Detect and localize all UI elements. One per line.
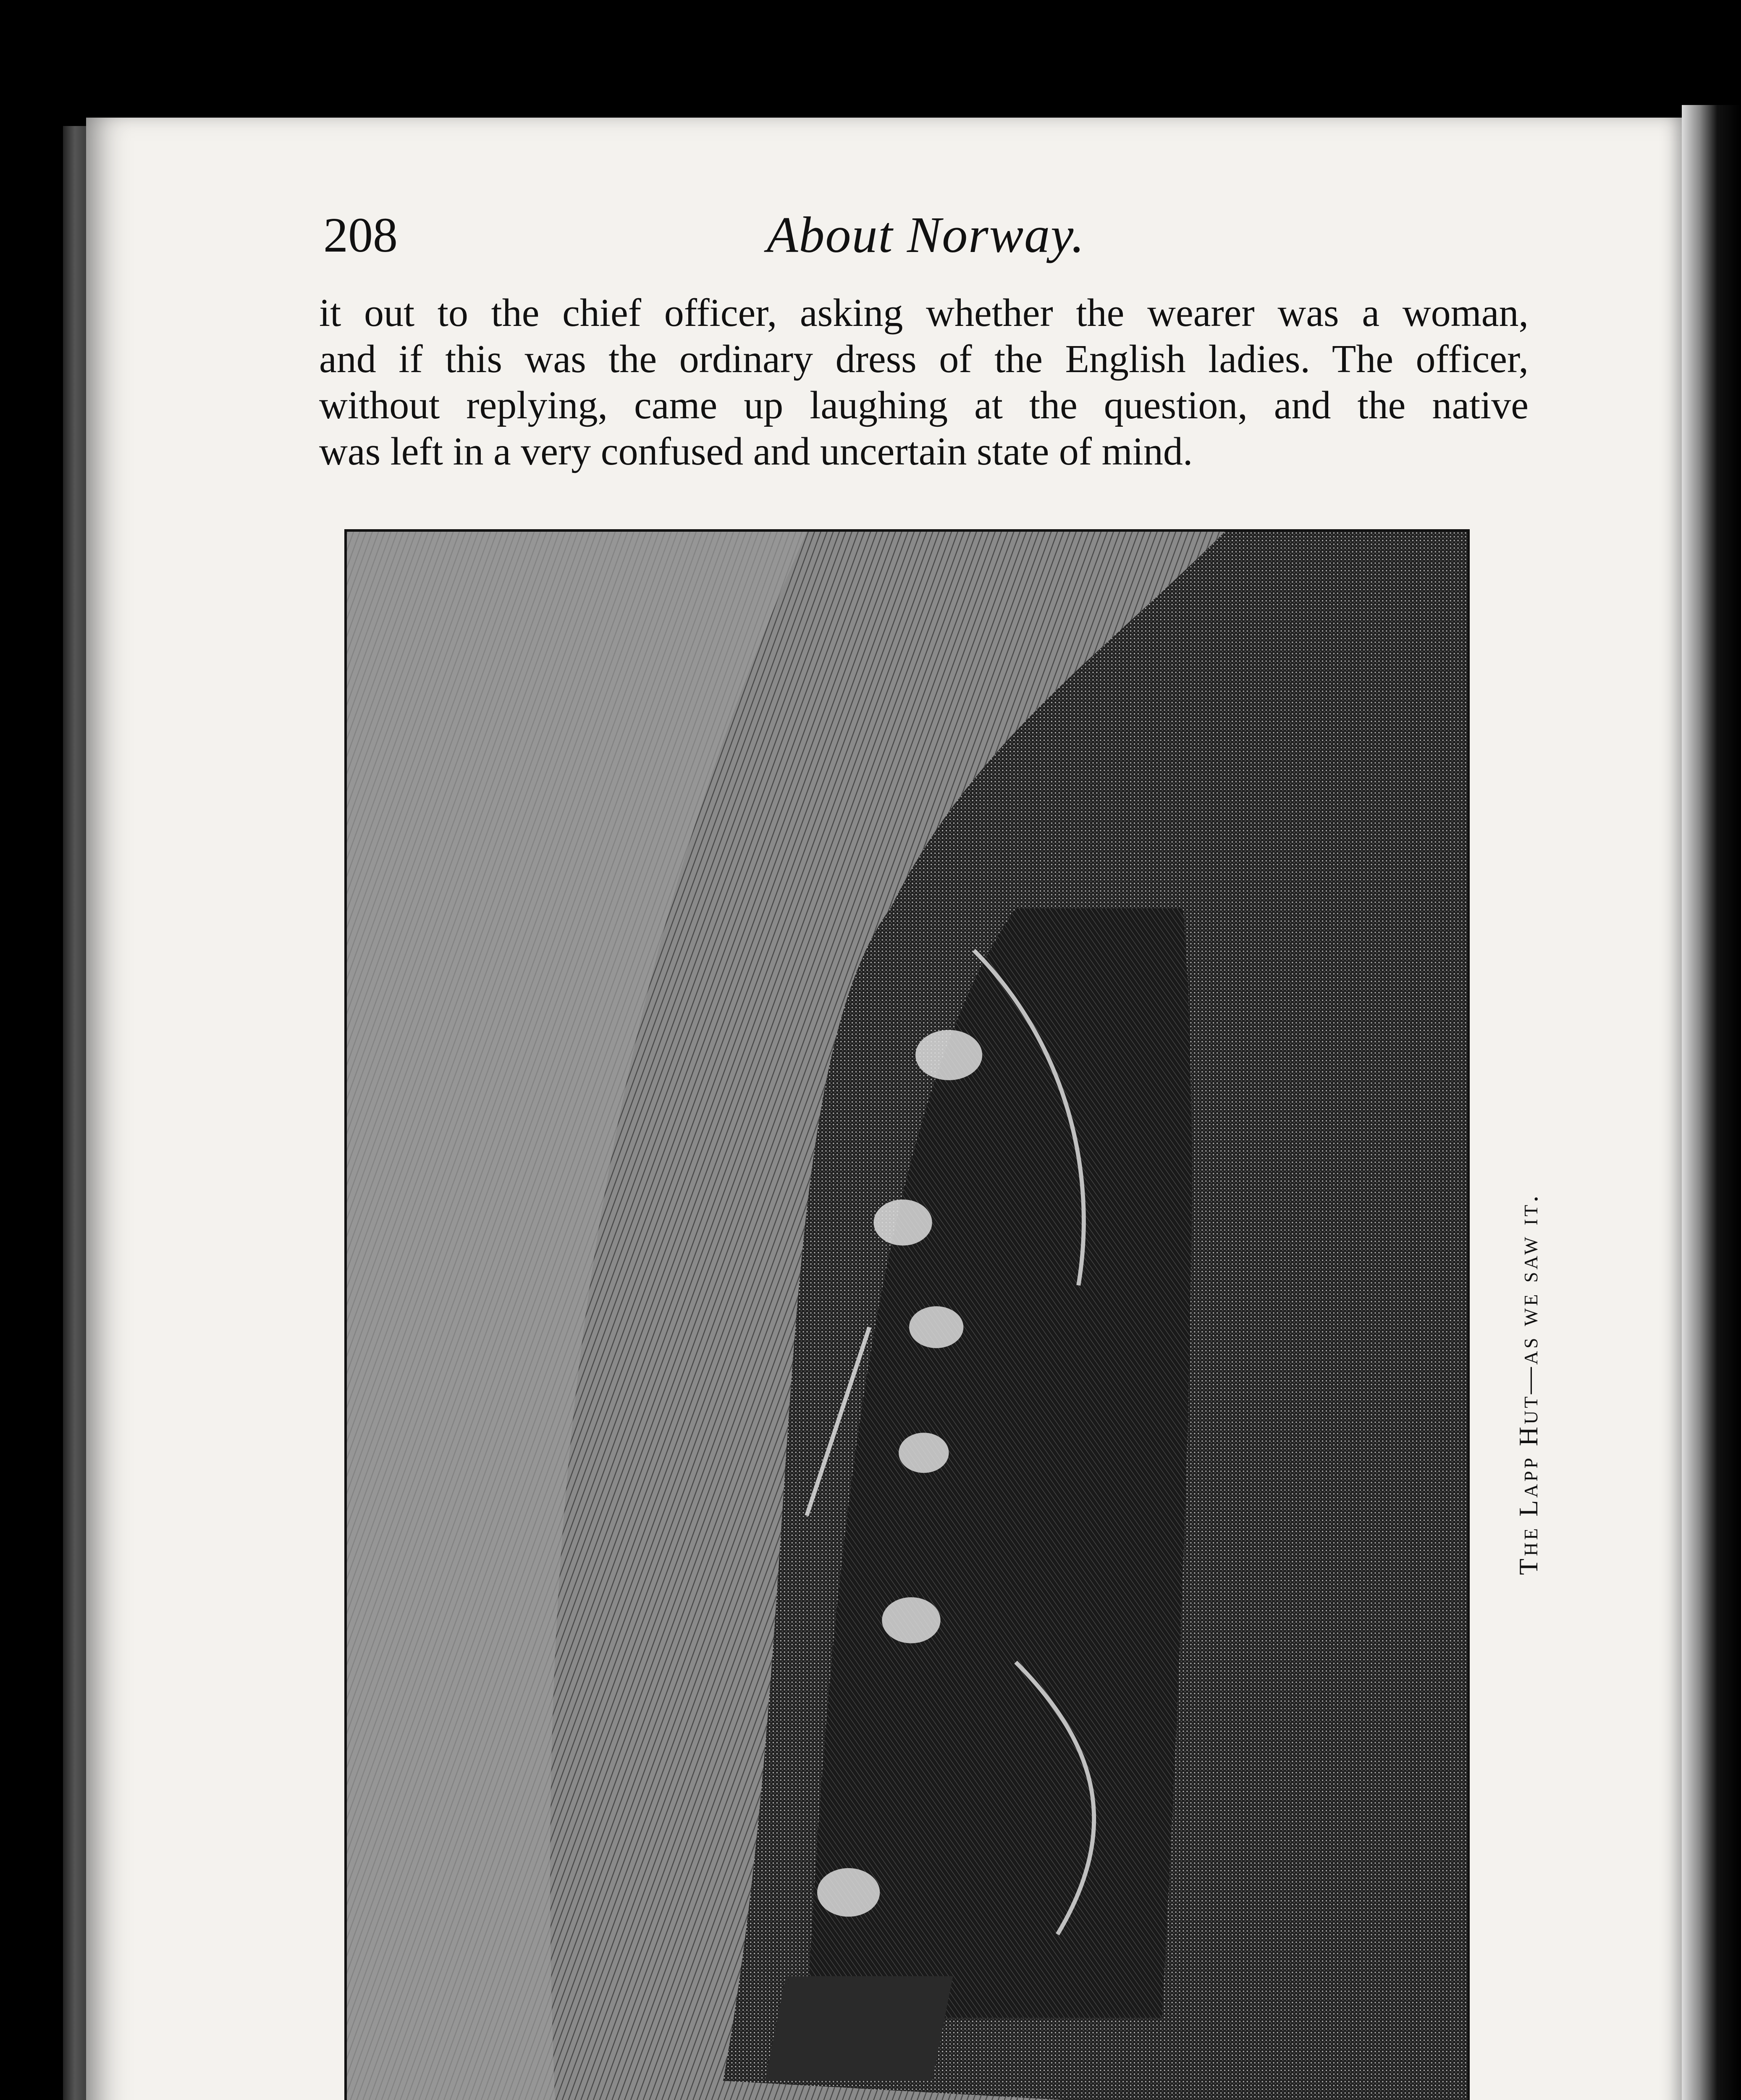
running-title: About Norway. [766,207,1086,263]
engraving-illustration [344,529,1470,2100]
engraving-drawing [347,532,1467,2100]
page-edge [1682,105,1741,2100]
page-number: 208 [323,207,398,262]
text-line: without replying, came up laughing at the question, and the native [319,383,1529,427]
figure-caption: The Lapp Hut—as we saw it. [1513,1193,1543,1575]
text-line: it out to the chief officer, asking whether the wearer was a woman, [319,291,1529,335]
text-line: and if this was the ordinary dress of the English ladies. The officer, [319,337,1529,381]
paragraph-1 [319,290,1529,475]
text-line: was left in a very confused and uncertain state of mind. [319,430,1193,473]
page-header [323,202,1529,269]
